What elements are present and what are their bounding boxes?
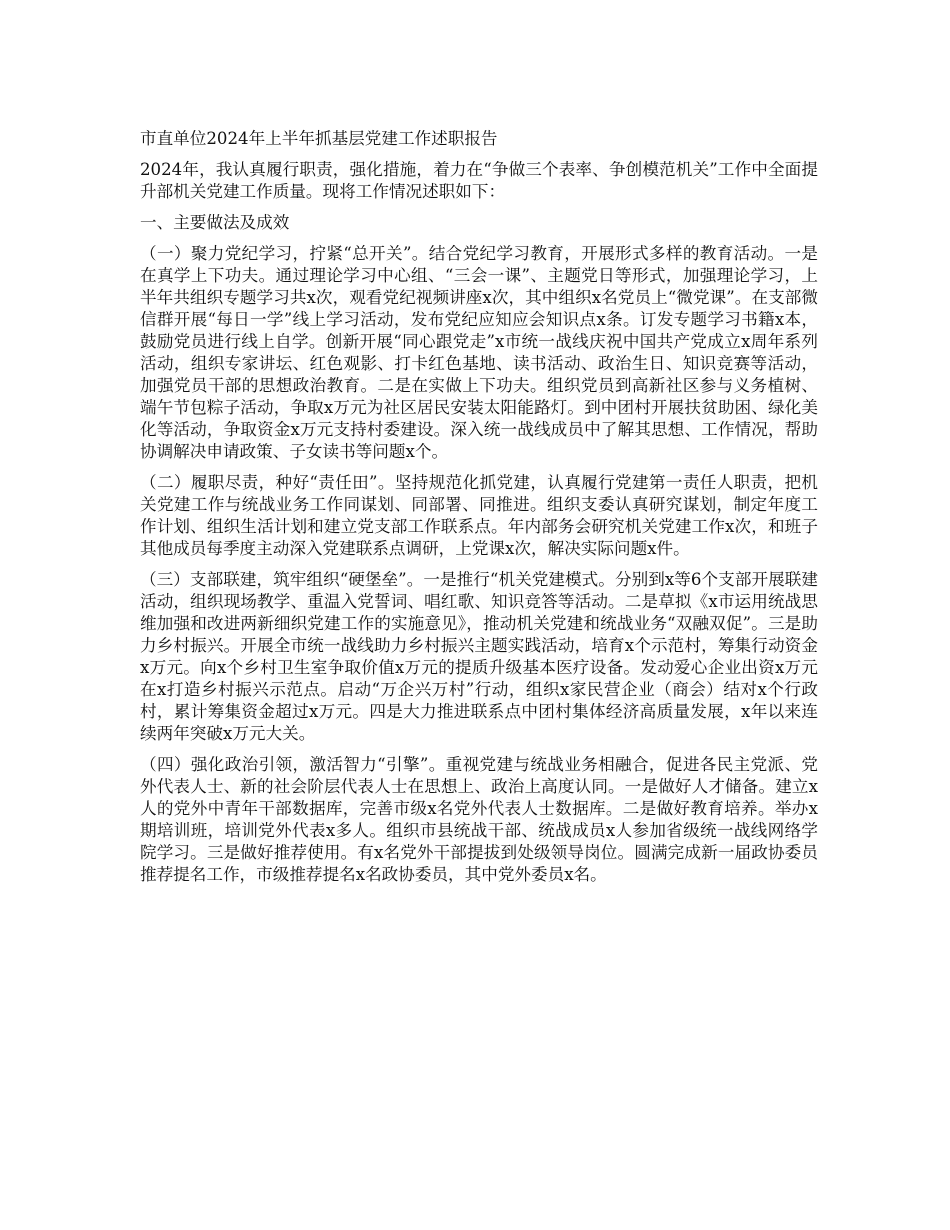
paragraph-1: （一）聚力党纪学习，拧紧“总开关”。结合党纪学习教育，开展形式多样的教育活动。一是在真学上下功夫。通过理论学习中心组、“三会一课”、主题党日等形式，加强理论学习，上半年共组织专题学习共x次，观看党纪视频讲座x次，其中组织x名党员上“微党课”。在支部微信群开展“每日一学”线上学习活动，发布党纪应知应会知识点x条。订发专题学习书籍x本，鼓励党员进行线上自学。创新开展“同心跟党走”x市统一战线庆祝中国共产党成立x周年系列活动，组织专家讲坛、红色观影、打卡红色基地、读书活动、政治生日、知识竞赛等活动，加强党员干部的思想政治教育。二是在实做上下功夫。组织党员到高新社区参与义务植树、端午节包粽子活动，争取x万元为社区居民安装太阳能路灯。到中团村开展扶贫助困、绿化美化等活动，争取资金x万元支持村委建设。深入统一战线成员中了解其思想、工作情况，帮助协调解决申请政策、子女读书等问题x个。	[140, 244, 818, 461]
paragraph-4: （四）强化政治引领，激活智力“引擎”。重视党建与统战业务相融合，促进各民主党派、党外代表人士、新的社会阶层代表人士在思想上、政治上高度认同。一是做好人才储备。建立x人的党外中青年干部数据库，完善市级x名党外代表人士数据库。二是做好教育培养。举办x期培训班，培训党外代表x多人。组织市县统战干部、统战成员x人参加省级统一战线网络学院学习。三是做好推荐使用。有x名党外干部提拔到处级领导岗位。圆满完成新一届政协委员推荐提名工作，市级推荐提名x名政协委员，其中党外委员x名。	[140, 755, 818, 884]
document-page	[140, 128, 818, 895]
intro-paragraph: 2024年，我认真履行职责，强化措施，着力在“争做三个表率、争创模范机关”工作中全面提升部机关党建工作质量。现将工作情况述职如下：	[140, 160, 818, 201]
paragraph-3: （三）支部联建，筑牢组织“硬堡垒”。一是推行“机关党建模式。分别到x等6个支部开展联建活动，组织现场教学、重温入党誓词、唱红歌、知识竞答等活动。二是草拟《x市运用统战思维加强和改进两新细织党建工作的实施意见》，推动机关党建和统战业务“双融双促”。三是助力乡村振兴。开展全市统一战线助力乡村振兴主题实践活动，培育x个示范村，筹集行动资金x万元。向x个乡村卫生室争取价值x万元的提质升级基本医疗设备。发动爱心企业出资x万元在x打造乡村振兴示范点。启动“万企兴万村”行动，组织x家民营企业（商会）结对x个行政村，累计筹集资金超过x万元。四是大力推进联系点中团村集体经济高质量发展，x年以来连续两年突破x万元大关。	[140, 570, 818, 743]
section-heading: 一、主要做法及成效	[140, 213, 290, 232]
paragraph-2: （二）履职尽责，种好“责任田”。坚持规范化抓党建，认真履行党建第一责任人职责，把机关党建工作与统战业务工作同谋划、同部署、同推进。组织支委认真研究谋划，制定年度工作计划、组织生活计划和建立党支部工作联系点。年内部务会研究机关党建工作x次，和班子其他成员每季度主动深入党建联系点调研，上党课x次，解决实际问题x件。	[140, 473, 818, 558]
document-title: 市直单位2024年上半年抓基层党建工作述职报告	[140, 129, 498, 148]
